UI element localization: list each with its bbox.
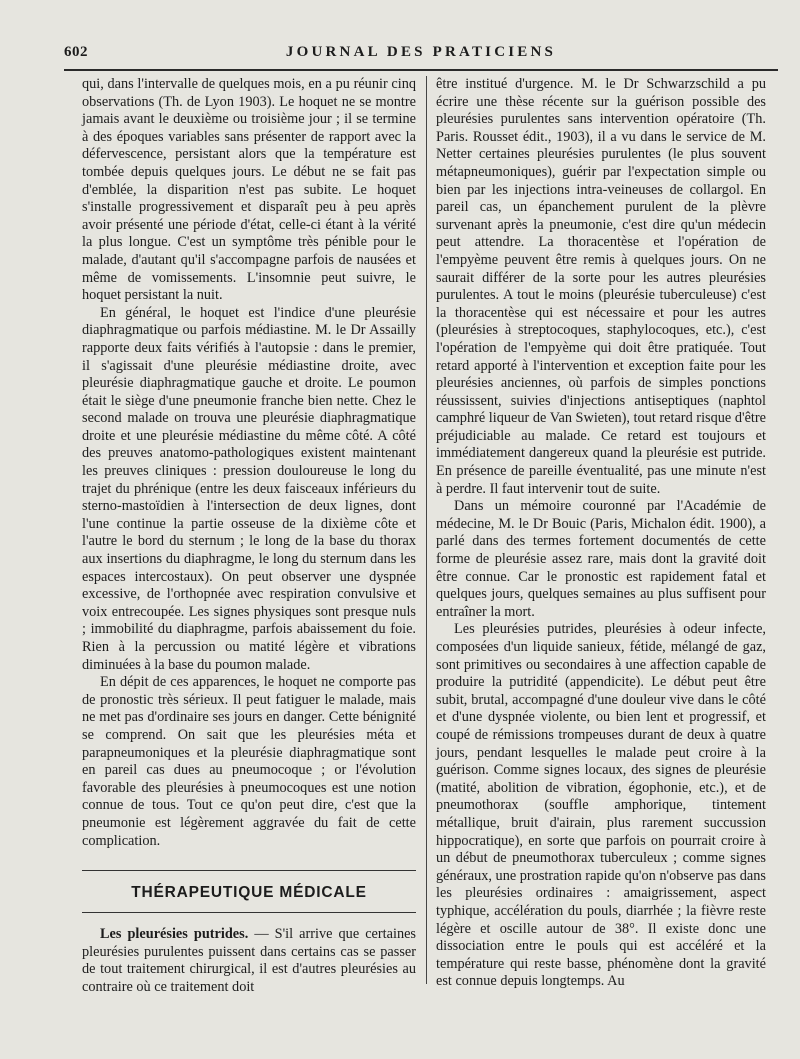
left-column — [82, 76, 416, 850]
column-divider — [426, 76, 427, 984]
page-number: 602 — [64, 44, 88, 60]
header-rule — [64, 69, 778, 71]
left-paragraph-3: En dépit de ces apparences, le hoquet ne comporte pas de pronostic très sérieux. Il peut fatiguer le malade, mais ne met pas d'ordinaire ses jours en danger. Cette bénignité se comprend. On sait que les pleurésies méta et parapneumoniques et la pleurésie diaphragmatique sont en pareil cas dues au pneumocoque ; or l'évolution favorable des pleurésies à pneumocoques est une notion connue de tous. Tout ce qu'on peut dire, c'est que la pneumonie est légèrement aggravée du fait de cette complication. — [82, 674, 416, 849]
section-rule-top — [82, 870, 416, 871]
left-paragraph-2: En général, le hoquet est l'indice d'une pleurésie diaphragmatique ou parfois médiastine. M. le Dr Assailly rapporte deux faits vérifiés à l'autopsie : dans le premier, il s'agissait d'une pleurésie médiastine droite, avec pleurésie diaphragmatique gauche et droite. Le poumon était le siège d'une pneumonie franche bien nette. Chez le second malade on trouva une pleurésie diaphragmatique droite et une pleurésie médiastine du même côté. A côté des preuves anatomo-pathologiques existent maintenant les preuves cliniques : pression douloureuse le long du trajet du phrénique (entre les deux faisceaux inférieurs du sterno-mastoïdien à l'intersection de deux lignes, dont l'une continue la partie osseuse de la dixième côte et l'autre le bord du sternum ; le long de la base du thorax aux insertions du diaphragme, le long du sternum dans les espaces intercostaux). On peut observer une dyspnée excessive, de l'orthopnée avec respiration convulsive et voix entrecoupée. Les signes physiques sont presque nuls ; immobilité du diaphragme, parfois abaissement du foie. Rien à la percussion ou matité légère et vibrations diminuées à la base du poumon malade. — [82, 304, 416, 673]
section-body — [82, 926, 416, 996]
section-lead-text: — S'il arrive que certaines pleurésies purulentes puissent dans certains cas se passer de tout traitement chirurgical, il est d'autres pleurésies au contraire où ce traitement doit — [82, 926, 417, 995]
left-paragraph-1: qui, dans l'intervalle de quelques mois, en a pu réunir cinq observations (Th. de Lyon 1903). Le hoquet ne se montre jamais avant le deuxième ou troisième jour ; il se termine à des époques variables sans présenter de rapport avec la défervescence, persistant alors que la température est tombée depuis quelques jours. Le début ne se fait pas d'emblée, la disparition n'est pas subite. Le hoquet s'installe progressivement et disparaît peu à peu après avoir présenté une période d'état, celle-ci étant à la vérité la plus longue. C'est un symptôme très pénible pour le malade, d'autant qu'il s'accompagne parfois de nausées et même de vomissements. L'insomnie peut suivre, le hoquet persistant la nuit. — [82, 76, 416, 304]
section-title: THÉRAPEUTIQUE MÉDICALE — [131, 884, 367, 901]
section-rule-bottom — [82, 912, 416, 913]
journal-title: JOURNAL DES PRATICIENS — [285, 44, 557, 60]
right-paragraph-2: Dans un mémoire couronné par l'Académie de médecine, M. le Dr Bouic (Paris, Michalon édit. 1900), a parlé dans des termes fortement documentés de cette forme de pleurésie assez rare, mais dont la gravité doit être connue. Car le pronostic est rapidement fatal et quelques jours, quelques semaines au plus suffisent pour entraîner la mort. — [436, 498, 766, 620]
section-lead-heading: Les pleurésies putrides. — [100, 926, 249, 942]
section-lead-paragraph — [82, 926, 416, 996]
right-column — [436, 76, 766, 991]
right-paragraph-1: être institué d'urgence. M. le Dr Schwarzschild a pu écrire une thèse récente sur la guérison possible des pleurésies purulentes sans intervention opératoire (Th. Paris. Rousset édit., 1903), il a vu dans le service de M. Netter certaines pleurésies purulentes (le plus souvent métapneumoniques), guérir par l'expectation simple ou bien par les injections intra-veineuses de collargol. En pareil cas, un épanchement purulent de la plèvre survenant après la pneumonie, c'est dire qu'un médecin peut attendre. La thoracentèse et l'opération de l'empyème peuvent être remis à quelques jours. On ne saurait différer de la sorte pour les autres pleurésies purulentes. A tout le moins (pleurésie tuberculeuse) c'est la thoracentèse qui est nécessaire et pour les autres (pleurésies à streptocoques, staphylocoques, etc.), c'est l'opération de l'empyème qui doit être pratiquée. Tout retard apporté à l'intervention et exception faite pour les pleurésies anciennes, où parfois de simples ponctions réussissent, suivies d'injections antiseptiques (naphtol camphré liqueur de Van Swieten), tout retard risque d'être préjudiciable au malade. Ce retard est toujours et immédiatement dangereux quand la pleurésie est putride. En présence de pareille éventualité, pas une minute n'est à perdre. Il faut intervenir tout de suite. — [436, 76, 766, 497]
page-header — [64, 44, 778, 66]
right-paragraph-3: Les pleurésies putrides, pleurésies à odeur infecte, composées d'un liquide sanieux, fétide, mélangé de gaz, sont primitives ou secondaires à une affection capable de produire la putridité (appendicite). Le début peut être subit, brutal, accompagné d'une douleur vive dans le côté et d'une dyspnée violente, ou bien lent et progressif, et coupé de rémissions trompeuses durant de deux à quatre jours, pendant lesquelles le malade peut croire à la guérison. Comme signes locaux, des signes de pleurésie (matité, abolition de vibration, égophonie, etc.), et de pneumothorax (souffle amphorique, tintement métallique, bruit d'airain, plus rarement succussion hippocratique), en sorte que parfois on pourrait croire à un début de pneumothorax tuberculeux ; comme signes généraux, une prostration rapide qu'on n'observe pas dans les pleurésies ordinaires : amaigrissement, aspect typhique, accélération du pouls, diarrhée ; la fièvre reste légère et oscille autour de 38°. Il existe donc une dissociation entre le pouls qui est accéléré et la température qui reste basse, phénomène dont la gravité est connue depuis longtemps. Au — [436, 621, 766, 990]
